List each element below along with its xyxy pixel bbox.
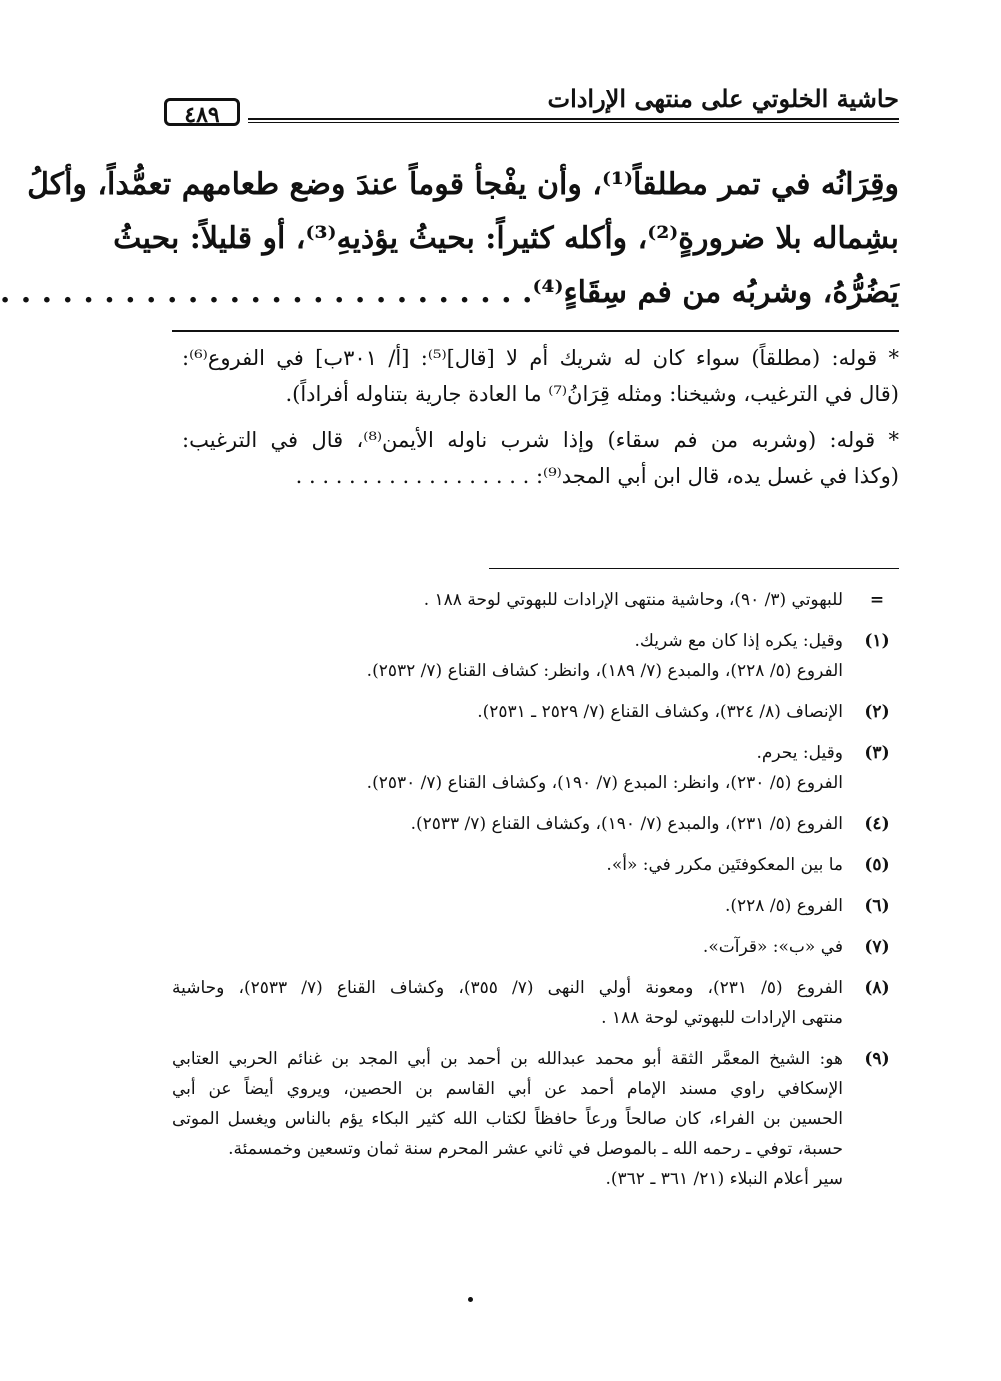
footnote-line: الإنصاف (٨/ ٣٢٤)، وكشاف القناع (٧/ ٢٥٢٩ ـ ٢٥٣١).	[477, 702, 843, 722]
main-text-rule	[172, 330, 899, 332]
footnote-number: (٧)	[864, 937, 890, 957]
main-text-line: بشِماله بلا ضرورةٍ⁽²⁾، وأكله كثيراً: بحيثُ يؤذيهِ⁽³⁾، أو قليلاً: بحيثُ	[113, 221, 899, 256]
footnote-number: (٦)	[864, 896, 890, 916]
footnote	[172, 585, 899, 615]
footnote-line: الإسكافي راوي مسند الإمام أحمد عن أبي القاسم بن الحصين، ويروي أيضاً عن أبي	[172, 1079, 843, 1099]
footnote-line: وقيل: يحرم.	[756, 743, 843, 763]
footnote-number: (١)	[864, 631, 890, 651]
footnote-line: الفروع (٥/ ٢٣٠)، وانظر: المبدع (٧/ ١٩٠)، وكشاف القناع (٧/ ٢٥٣٠).	[366, 773, 843, 793]
footnote	[172, 738, 899, 798]
main-text-line: يَضُرُّهُ، وشربُه من فم سِقَاءٍ⁽⁴⁾. . . . . . . . . . . . . . . . . . . . . . . . . .	[0, 275, 899, 310]
footnote-number: (٥)	[864, 855, 890, 875]
footnote-number: (٤)	[864, 814, 890, 834]
footnote-number: =	[869, 590, 885, 610]
commentary	[182, 340, 899, 504]
footnote-line: وقيل: يكره إذا كان مع شريك.	[634, 631, 843, 651]
footnote	[172, 697, 899, 727]
footnotes	[172, 585, 899, 1205]
footnote-line: الفروع (٥/ ٢٣١)، والمبدع (٧/ ١٩٠)، وكشاف القناع (٧/ ٢٥٣٣).	[410, 814, 843, 834]
footnote	[172, 809, 899, 839]
commentary-paragraph	[182, 340, 899, 412]
main-text	[0, 158, 899, 320]
main-text-line: وقِرَانُه في تمر مطلقاً⁽¹⁾، وأن يفْجأ قوماً عندَ وضع طعامهم تعمُّداً، وأكلُ	[27, 167, 899, 202]
footnote-line: للبهوتي (٣/ ٩٠)، وحاشية منتهى الإرادات للبهوتي لوحة ١٨٨ .	[423, 590, 843, 610]
footnote	[172, 626, 899, 686]
printer-dot-mark	[468, 1297, 473, 1302]
page-number: ٤٨٩	[164, 98, 240, 126]
footnote-number: (٩)	[864, 1049, 890, 1069]
footnote-line: في «ب»: «قرآت».	[702, 937, 843, 957]
footnote-line: حسبة، توفي ـ رحمه الله ـ بالموصل في ثاني عشر المحرم سنة ثمان وتسعين وخمسمئة.	[228, 1139, 843, 1159]
footnote-separator	[489, 568, 899, 569]
footnote-line: سير أعلام النبلاء (٢١/ ٣٦١ ـ ٣٦٢).	[605, 1169, 843, 1189]
footnote-line: ما بين المعكوفتَين مكرر في: «أ».	[606, 855, 843, 875]
footnote	[172, 1044, 899, 1194]
footnote-line: الفروع (٥/ ٢٢٨)، والمبدع (٧/ ١٨٩)، وانظر: كشاف القناع (٧/ ٢٥٣٢).	[366, 661, 843, 681]
footnote-line: الحسين بن الفراء، كان صالحاً ورعاً حافظاً لكتاب الله كثير البكاء يؤم بالناس ويغسل الموتى	[172, 1109, 843, 1129]
footnote	[172, 850, 899, 880]
footnote	[172, 973, 899, 1033]
page-header	[164, 78, 899, 128]
running-title: حاشية الخلوتي على منتهى الإرادات	[547, 84, 899, 113]
footnote-line: الفروع (٥/ ٢٣١)، ومعونة أولي النهى (٧/ ٣٥٥)، وكشاف القناع (٧/ ٢٥٣٣)، وحاشية	[172, 978, 843, 998]
commentary-line: (وكذا في غسل يده، قال ابن أبي المجد⁽⁹⁾: . . . . . . . . . . . . . . . . . .	[295, 464, 899, 488]
commentary-line: (قال في الترغيب، وشيخنا: ومثله قِرَانُ⁽⁷⁾ ما العادة جارية بتناوله أفراداً).	[285, 382, 899, 406]
commentary-line: * قوله: (وشربه من فم سقاء) وإذا شرب ناوله الأيمن⁽⁸⁾، قال في الترغيب:	[182, 428, 899, 452]
footnote-number: (٨)	[864, 978, 890, 998]
footnote	[172, 932, 899, 962]
commentary-paragraph	[182, 422, 899, 494]
footnote-line: الفروع (٥/ ٢٢٨).	[724, 896, 843, 916]
footnote-number: (٢)	[864, 702, 890, 722]
footnote-number: (٣)	[864, 743, 890, 763]
commentary-line: * قوله: (مطلقاً) سواء كان له شريك أم لا [قال]⁽⁵⁾: [أ/ ٣٠١ب] في الفروع⁽⁶⁾:	[182, 346, 899, 370]
footnote	[172, 891, 899, 921]
footnote-line: هو: الشيخ المعمَّر الثقة أبو محمد عبدالله بن أحمد بن أبي المجد بن غنائم الحربي العتابي	[172, 1049, 843, 1069]
footnote-line: منتهى الإرادات للبهوتي لوحة ١٨٨ .	[601, 1008, 843, 1028]
header-rule	[248, 118, 899, 123]
